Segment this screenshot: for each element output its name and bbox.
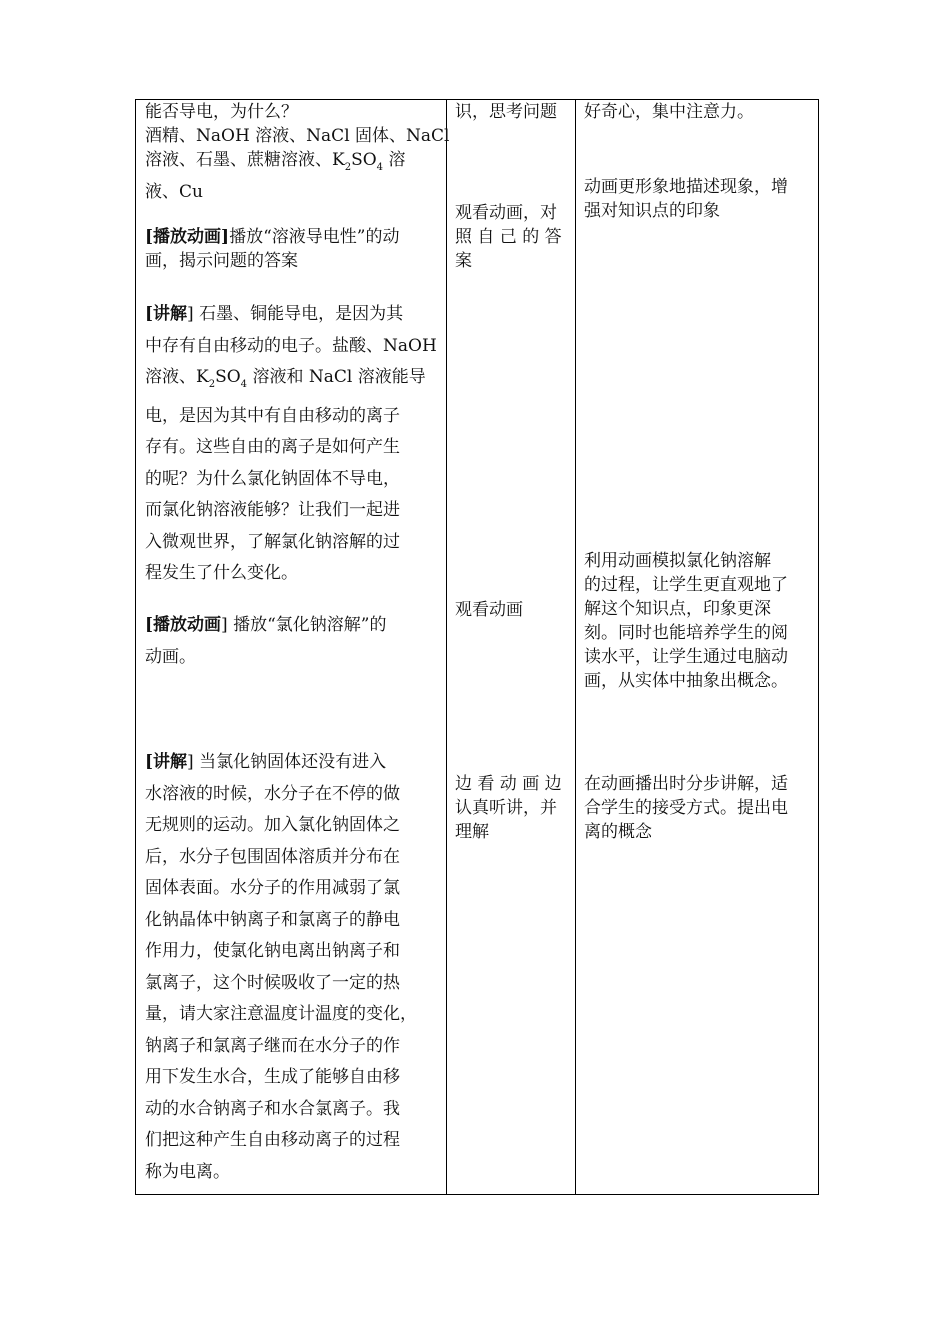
text-segment: 溶液和 NaCl 溶液能导 [247,367,426,387]
teacher-activity-explain-1 [145,299,437,590]
text-segment: ] [187,752,200,772]
design-intent-1 [584,100,754,124]
activity-tag: [讲解 [145,752,188,772]
text-line [145,225,399,249]
activity-tag: [讲解 [145,304,188,324]
text-line: 案 [455,251,472,271]
text-line: 的呢？为什么氯化钠固体不导电， [145,468,400,489]
text-line: 化钠晶体中钠离子和氯离子的静电 [145,909,400,930]
teacher-activity-explain-2 [145,747,417,1188]
text-line: 程发生了什么变化。 [145,563,298,583]
text-line: 动的水合钠离子和水合氯离子。我 [145,1098,400,1119]
design-intent-2 [584,175,788,223]
text-line: 画，从实体中抽象出概念。 [584,671,788,691]
text-line: 入微观世界，了解氯化钠溶解的过 [145,531,400,552]
teacher-activity-question [145,100,450,204]
text-line: 刻。同时也能培养学生的阅 [584,623,788,643]
text-line: 能否导电，为什么？ [145,102,298,122]
text-line: 用下发生水合，生成了能够自由移 [145,1067,400,1087]
column-divider [446,100,447,1194]
text-line: 水溶液的时候，水分子在不停的做 [145,783,400,804]
text-line: 利用动画模拟氯化钠溶解 [584,551,771,571]
student-activity-2 [455,201,562,273]
text-line: 液、Cu [145,182,203,202]
design-intent-3 [584,549,788,693]
formula-subscript: 2 [344,162,352,173]
text-line: 钠离子和氯离子继而在水分子的作 [145,1035,400,1056]
text-line [145,747,417,779]
text-line: 量，请大家注意温度计温度的变化， [145,1004,417,1024]
text-line: 后，水分子包围固体溶质并分布在 [145,846,400,867]
text-line: 识，思考问题 [455,102,557,122]
text-line: 观看动画 [455,600,523,620]
text-line: 在动画播出时分步讲解，适 [584,774,788,794]
column-divider [575,100,576,1194]
text-line [145,610,386,642]
text-line: 们把这种产生自由移动离子的过程 [145,1130,400,1150]
formula-subscript: 4 [376,162,384,173]
student-activity-1 [455,100,557,124]
text-line: 称为电离。 [145,1161,230,1182]
text-line: 读水平，让学生通过电脑动 [584,647,788,667]
text-line: 解这个知识点，印象更深 [584,599,771,619]
student-activity-4 [455,772,562,844]
text-line: 作用力，使氯化钠电离出钠离子和 [145,941,400,961]
text-segment: 当氯化钠固体还没有进入 [199,752,387,772]
text-segment: SO [215,367,241,387]
text-line: 而氯化钠溶液能够？让我们一起进 [145,500,400,520]
text-line: 照 自 己 的 答 [455,227,562,247]
text-line: 离的概念 [584,822,652,842]
text-line: 酒精、NaOH 溶液、NaCl 固体、NaCl [145,126,450,146]
text-line [145,299,437,331]
text-line: 电，是因为其中有自由移动的离子 [145,405,400,426]
teacher-activity-play-animation-1 [145,225,399,273]
text-line: 固体表面。水分子的作用减弱了氯 [145,878,400,898]
text-line: 氯离子，这个时候吸收了一定的热 [145,972,400,993]
text-line: 无规则的运动。加入氯化钠固体之 [145,815,400,835]
text-line: 合学生的接受方式。提出电 [584,798,788,818]
text-segment: 播放“溶液导电性”的动 [229,227,400,247]
student-activity-3 [455,598,523,622]
text-line: 观看动画，对 [455,203,557,223]
text-segment: 溶液、石墨、蔗糖溶液、 [145,150,332,170]
formula-k: K [332,150,345,170]
activity-tag: [播放动画 [145,615,222,635]
design-intent-4 [584,772,788,844]
teacher-activity-play-animation-2 [145,610,386,673]
text-line: 中存有自由移动的电子。盐酸、NaOH [145,335,437,356]
text-segment: ] [187,304,200,324]
lesson-plan-table [135,99,819,1195]
text-line: 动画。 [145,646,196,667]
text-segment: 播放“氯化钠溶解”的 [233,615,387,635]
text-line: 边 看 动 画 边 [455,774,562,794]
text-segment: 石墨、铜能导电，是因为其 [199,304,404,324]
text-line: 动画更形象地描述现象，增 [584,177,788,197]
formula-subscript: 2 [208,379,216,390]
text-line: 画，揭示问题的答案 [145,251,298,271]
text-line: 的过程，让学生更直观地了 [584,575,788,595]
text-line: 理解 [455,822,489,842]
formula-so: SO [351,150,377,170]
activity-tag: [播放动画] [145,227,230,247]
text-segment: ] [221,615,234,635]
text-line: 强对知识点的印象 [584,201,720,221]
text-line [145,362,437,401]
text-segment: 溶 [383,150,406,170]
text-segment: 溶液、K [145,367,209,387]
text-line [145,148,450,180]
text-line: 存有。这些自由的离子是如何产生 [145,437,400,457]
text-line: 认真听讲，并 [455,798,557,818]
text-line: 好奇心，集中注意力。 [584,102,754,122]
formula-subscript: 4 [240,379,248,390]
